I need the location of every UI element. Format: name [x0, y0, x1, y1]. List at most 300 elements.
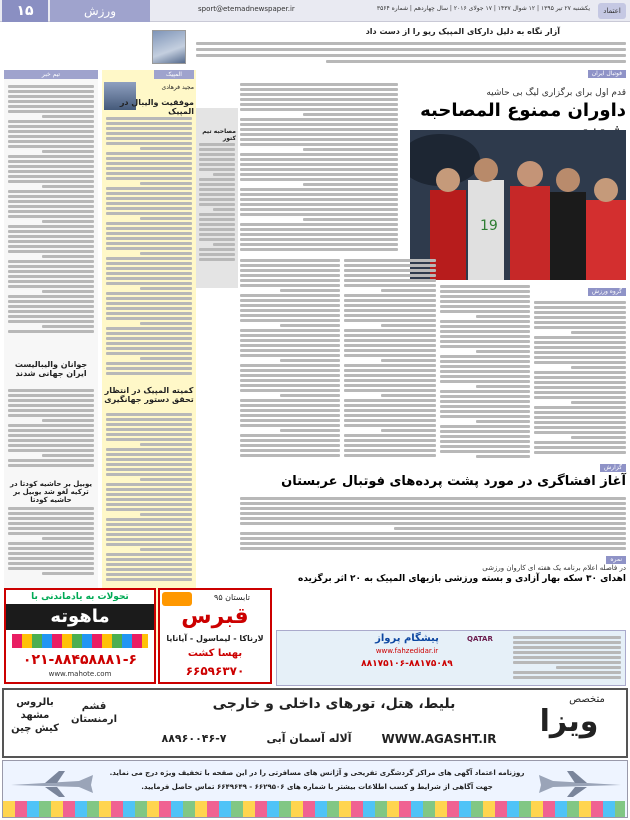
text-line: [240, 213, 398, 216]
text-line: [381, 359, 436, 362]
text-line: [8, 210, 94, 213]
text-line: [106, 187, 192, 190]
text-line: [199, 153, 235, 156]
text-line: [513, 641, 621, 644]
text-line: [440, 290, 530, 293]
text-line: [106, 142, 192, 145]
text-line: [140, 147, 192, 150]
text-line: [440, 405, 530, 408]
text-line: [240, 259, 340, 262]
text-line: [106, 528, 192, 531]
text-line: [8, 394, 94, 397]
text-line: [8, 125, 94, 128]
text-line: [199, 218, 235, 221]
text-line: [440, 430, 530, 433]
text-line: [344, 314, 436, 317]
text-line: [240, 88, 398, 91]
text-line: [440, 355, 530, 358]
text-line: [106, 272, 192, 275]
main-kicker: قدم اول برای برگزاری لیگ بی حاشیه: [486, 88, 626, 98]
page-header: [0, 0, 630, 22]
section-title: ورزش: [50, 0, 150, 22]
text-line: [106, 453, 192, 456]
main-text-left: [240, 82, 398, 252]
bottom-banner-line1: روزنامه اعتماد آگهی های مراکز گردشگری تفریحی و آژانس های مسافرتی را در این صفحه با تخفیف ویژه درج می نماید.: [109, 769, 525, 777]
text-line: [440, 445, 530, 448]
text-line: [240, 532, 626, 535]
text-line: [8, 260, 94, 263]
text-line: [8, 424, 94, 427]
text-line: [440, 325, 530, 328]
visa-agency: آلاله آسمان آبی: [266, 732, 352, 745]
players-illustration: [410, 130, 626, 280]
visa-destinations-b: بالروس مشهد کیش چین: [11, 697, 59, 734]
visa-destinations-a: قشم ارمنستان: [70, 701, 117, 725]
text-line: [344, 419, 436, 422]
text-line: [199, 163, 235, 166]
ad-mahoote[interactable]: [4, 588, 156, 684]
text-line: [240, 284, 340, 287]
text-line: [534, 426, 626, 429]
text-line: [240, 424, 340, 427]
text-line: [344, 364, 436, 367]
text-line: [8, 225, 94, 228]
text-line: [534, 356, 626, 359]
text-line: [8, 230, 94, 233]
text-line: [106, 498, 192, 501]
olympic-column: [102, 70, 196, 650]
text-line: [440, 285, 530, 288]
text-line: [199, 238, 235, 241]
text-line: [440, 310, 530, 313]
text-line: [344, 399, 436, 402]
text-line: [8, 434, 94, 437]
text-line: [106, 192, 192, 195]
left-column-text-2: [8, 388, 94, 468]
text-line: [106, 222, 192, 225]
text-line: [42, 255, 94, 258]
main-text-col2: [344, 258, 436, 458]
text-line: [8, 140, 94, 143]
text-line: [534, 416, 626, 419]
text-line: [8, 310, 94, 313]
text-line: [440, 415, 530, 418]
main-text-col4: [534, 300, 626, 458]
text-line: [106, 573, 192, 576]
main-text-col1: [240, 258, 340, 458]
text-line: [106, 468, 192, 471]
text-line: [8, 235, 94, 238]
text-line: [240, 163, 398, 166]
sponsor-web[interactable]: www.fahzedidar.ir: [375, 647, 439, 655]
text-line: [8, 464, 94, 467]
text-line: [8, 449, 94, 452]
text-line: [344, 434, 436, 437]
visa-services: بلیط، هتل، تورهای داخلی و خارجی: [212, 696, 456, 712]
mahoote-brand: ماهوته: [6, 604, 154, 630]
text-line: [8, 95, 94, 98]
visa-tag: متخصص: [569, 694, 605, 705]
text-line: [213, 243, 235, 246]
text-line: [440, 370, 530, 373]
section-email[interactable]: sport@etemadnewspaper.ir: [198, 5, 295, 13]
text-line: [199, 148, 235, 151]
text-line: [344, 334, 436, 337]
text-line: [106, 372, 192, 375]
text-line: [280, 359, 340, 362]
text-line: [240, 319, 340, 322]
text-line: [106, 568, 192, 571]
text-line: [440, 390, 530, 393]
text-line: [240, 434, 340, 437]
text-line: [513, 651, 621, 654]
text-line: [534, 351, 626, 354]
text-line: [199, 258, 235, 261]
interview-box-title: مصاحبه تیم کتور: [202, 128, 236, 142]
text-line: [240, 103, 398, 106]
text-line: [240, 274, 340, 277]
text-line: [8, 270, 94, 273]
text-line: [106, 177, 192, 180]
visa-web[interactable]: WWW.AGASHT.IR: [381, 732, 497, 746]
ad-pishgam[interactable]: [276, 630, 626, 686]
text-line: [8, 155, 94, 158]
newspaper-logo: اعتماد: [598, 3, 626, 19]
text-line: [240, 349, 340, 352]
text-line: [8, 175, 94, 178]
text-line: [8, 512, 94, 515]
text-line: [8, 562, 94, 565]
text-line: [344, 389, 436, 392]
text-line: [534, 311, 626, 314]
text-line: [106, 277, 192, 280]
text-line: [240, 264, 340, 267]
text-line: [344, 269, 436, 272]
text-line: [8, 130, 94, 133]
text-line: [240, 409, 340, 412]
text-line: [140, 287, 192, 290]
text-line: [8, 205, 94, 208]
text-line: [199, 183, 235, 186]
text-line: [8, 145, 94, 148]
interview-box: [196, 108, 238, 288]
text-line: [106, 342, 192, 345]
text-line: [344, 309, 436, 312]
text-line: [8, 245, 94, 248]
text-line: [42, 290, 94, 293]
text-line: [106, 473, 192, 476]
text-line: [106, 247, 192, 250]
svg-text:19: 19: [480, 218, 498, 234]
text-line: [8, 90, 94, 93]
dateline: یکشنبه ۲۷ تیر ۱۳۹۵ | ۱۲ شوال ۱۴۳۷ | ۱۷ جولای ۲۰۱۶ | سال چهاردهم | شماره ۳۵۶۴: [376, 5, 590, 12]
text-line: [8, 85, 94, 88]
text-line: [8, 527, 94, 530]
text-line: [106, 578, 192, 581]
text-line: [344, 369, 436, 372]
text-line: [8, 389, 94, 392]
top-brief-text: [190, 40, 626, 66]
text-line: [440, 395, 530, 398]
mahoote-phone: ۰۲۱-۸۸۴۵۸۸۸۱-۶: [22, 652, 138, 668]
text-line: [106, 448, 192, 451]
text-line: [344, 449, 436, 452]
text-line: [8, 517, 94, 520]
text-line: [440, 425, 530, 428]
text-line: [106, 428, 192, 431]
text-line: [199, 248, 235, 251]
text-line: [381, 429, 436, 432]
text-line: [106, 302, 192, 305]
text-line: [106, 132, 192, 135]
text-line: [8, 285, 94, 288]
bottom-banner-stripe: [3, 801, 625, 817]
text-line: [344, 409, 436, 412]
text-line: [106, 267, 192, 270]
text-line: [344, 349, 436, 352]
text-line: [240, 522, 626, 525]
text-line: [8, 120, 94, 123]
text-line: [534, 341, 626, 344]
text-line: [440, 295, 530, 298]
text-line: [199, 198, 235, 201]
text-line: [106, 332, 192, 335]
text-line: [440, 345, 530, 348]
text-line: [440, 305, 530, 308]
text-line: [344, 439, 436, 442]
airplane-icon: [9, 769, 95, 799]
text-line: [303, 183, 398, 186]
text-line: [240, 178, 398, 181]
top-brief-title: آزار نگاه به دلیل دارکای المپیک ریو را از دست داد: [365, 27, 560, 36]
text-line: [344, 299, 436, 302]
text-line: [344, 339, 436, 342]
cyprus-brand: قبرس: [181, 604, 249, 629]
text-line: [440, 300, 530, 303]
text-line: [240, 439, 340, 442]
text-line: [8, 110, 94, 113]
text-line: [106, 162, 192, 165]
text-line: [8, 280, 94, 283]
sub-headline: آغاز افشاگری در مورد پشت پرده‌های فوتبال عربستان: [281, 474, 626, 489]
text-line: [42, 150, 94, 153]
text-line: [106, 292, 192, 295]
text-line: [534, 376, 626, 379]
text-line: [240, 374, 340, 377]
text-line: [199, 203, 235, 206]
text-line: [240, 497, 626, 500]
text-line: [571, 401, 626, 404]
text-line: [381, 324, 436, 327]
text-line: [534, 346, 626, 349]
text-line: [106, 558, 192, 561]
text-line: [106, 543, 192, 546]
text-line: [240, 354, 340, 357]
text-line: [240, 419, 340, 422]
bottom-banner-line2: جهت آگاهی از شرایط و کسب اطلاعات بیشتر با شماره های ۶۶۲۹۵۰۶ - ۶۶۴۹۶۴۹ تماس حاصل فرمایید.: [141, 783, 493, 791]
text-line: [8, 547, 94, 550]
ad-bottom-banner: [2, 760, 628, 818]
text-line: [534, 411, 626, 414]
text-line: [240, 309, 340, 312]
text-line: [42, 325, 94, 328]
text-line: [240, 138, 398, 141]
text-line: [106, 433, 192, 436]
story-tag: نمره: [606, 556, 626, 564]
text-line: [240, 449, 340, 452]
text-line: [106, 172, 192, 175]
text-line: [199, 158, 235, 161]
sub-article-text: [240, 496, 626, 552]
text-line: [8, 275, 94, 278]
text-line: [240, 379, 340, 382]
text-line: [8, 100, 94, 103]
mahoote-top: تحولات به یادماندنی با: [31, 592, 129, 602]
text-line: [240, 344, 340, 347]
text-line: [8, 542, 94, 545]
top-brief: [0, 24, 630, 68]
text-line: [344, 329, 436, 332]
text-line: [106, 538, 192, 541]
text-line: [8, 409, 94, 412]
text-line: [344, 374, 436, 377]
text-line: [106, 232, 192, 235]
text-line: [106, 518, 192, 521]
text-line: [106, 483, 192, 486]
text-line: [106, 563, 192, 566]
text-line: [8, 265, 94, 268]
text-line: [8, 300, 94, 303]
text-line: [199, 168, 235, 171]
text-line: [440, 440, 530, 443]
text-line: [42, 572, 94, 575]
text-line: [240, 399, 340, 402]
text-line: [106, 197, 192, 200]
text-line: [440, 400, 530, 403]
text-line: [8, 320, 94, 323]
cyprus-line: بهسا کشت: [187, 648, 243, 659]
text-line: [513, 656, 621, 659]
text-line: [534, 391, 626, 394]
text-line: [106, 362, 192, 365]
text-line: [534, 421, 626, 424]
text-line: [240, 454, 340, 457]
text-line: [8, 507, 94, 510]
text-line: [240, 143, 398, 146]
main-text-col3: [440, 284, 530, 458]
olympic-subtitle: کمیته المپیک در انتظار تحقق دستور جهانگیری: [104, 386, 194, 404]
text-line: [42, 419, 94, 422]
text-line: [440, 320, 530, 323]
text-line: [240, 208, 398, 211]
text-line: [106, 347, 192, 350]
text-line: [240, 369, 340, 372]
text-line: [199, 233, 235, 236]
text-line: [240, 93, 398, 96]
text-line: [534, 371, 626, 374]
text-line: [140, 548, 192, 551]
text-line: [106, 207, 192, 210]
sub-tag: گزارش: [600, 464, 626, 472]
story-headline: اهدای ۳۰ سکه بهار آزادی و بسته ورزشی بازیهای المپیک به ۲۰ اثر برگزیده: [298, 574, 626, 584]
mahoote-web[interactable]: www.mahote.com: [48, 670, 112, 678]
text-line: [240, 133, 398, 136]
text-line: [280, 289, 340, 292]
text-line: [8, 180, 94, 183]
text-line: [440, 450, 530, 453]
text-line: [8, 165, 94, 168]
text-line: [534, 446, 626, 449]
text-line: [240, 502, 626, 505]
text-line: [556, 666, 621, 669]
text-line: [240, 98, 398, 101]
main-article: [240, 68, 626, 588]
text-line: [240, 168, 398, 171]
text-line: [240, 364, 340, 367]
text-line: [199, 178, 235, 181]
text-line: [240, 158, 398, 161]
text-line: [8, 305, 94, 308]
text-line: [8, 567, 94, 570]
text-line: [303, 218, 398, 221]
sponsor-airline: QATAR: [467, 635, 493, 643]
text-line: [240, 248, 398, 251]
interview-box-text: [199, 142, 235, 262]
text-line: [140, 322, 192, 325]
text-line: [513, 646, 621, 649]
text-line: [240, 173, 398, 176]
olympic-text: [106, 116, 192, 378]
text-line: [240, 238, 398, 241]
text-line: [8, 414, 94, 417]
text-line: [240, 507, 626, 510]
text-line: [199, 223, 235, 226]
sponsor-text: [513, 635, 621, 681]
ad-visa[interactable]: [2, 688, 628, 758]
text-line: [513, 676, 621, 679]
ad-cyprus[interactable]: [158, 588, 272, 684]
text-line: [476, 385, 530, 388]
text-line: [199, 193, 235, 196]
text-line: [240, 188, 398, 191]
text-line: [240, 198, 398, 201]
text-line: [344, 274, 436, 277]
text-line: [8, 240, 94, 243]
text-line: [8, 195, 94, 198]
text-line: [106, 438, 192, 441]
text-line: [140, 217, 192, 220]
text-line: [440, 335, 530, 338]
text-line: [106, 167, 192, 170]
text-line: [106, 117, 192, 120]
text-line: [440, 330, 530, 333]
olympic-title: موفقیت والیبال در المپیک: [119, 98, 194, 116]
text-line: [240, 444, 340, 447]
text-line: [106, 297, 192, 300]
text-line: [106, 488, 192, 491]
text-line: [344, 384, 436, 387]
text-line: [344, 294, 436, 297]
text-line: [440, 360, 530, 363]
text-line: [140, 357, 192, 360]
text-line: [476, 350, 530, 353]
text-line: [240, 414, 340, 417]
text-line: [344, 264, 436, 267]
text-line: [106, 312, 192, 315]
text-line: [394, 527, 626, 530]
text-line: [106, 152, 192, 155]
mahoote-stripe: [12, 634, 148, 648]
